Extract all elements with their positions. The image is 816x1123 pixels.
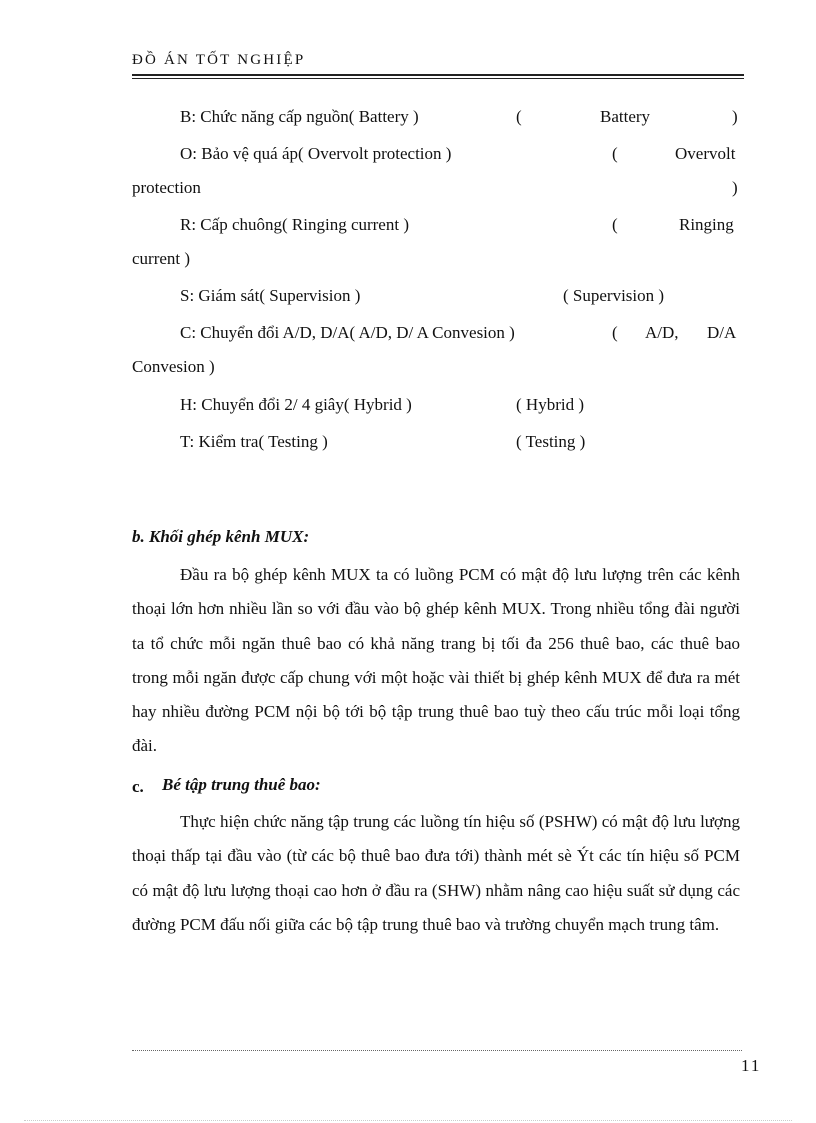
func-r-open: ( — [612, 215, 618, 234]
section-c-heading: Bé tập trung thuê bao: — [162, 775, 321, 794]
func-o-left: O: Bảo vệ quá áp( Overvolt protection ) — [180, 144, 452, 163]
func-o-close: ) — [732, 178, 738, 197]
func-r-cont: current ) — [132, 249, 191, 268]
func-h-left: H: Chuyển đổi 2/ 4 giây( Hybrid ) — [180, 395, 412, 414]
section-c-body: Thực hiện chức năng tập trung các luồng tín hiệu số (PSHW) có mật độ lưu lượng thoại thấp tại đầu vào (từ các bộ thuê bao đưa tới) thành mét sè Ýt các tín hiệu số PCM có mật độ lưu lượng thoại cao hơn ở đầu ra (SHW) nhằm nâng cao hiệu suất sử dụng các đường PCM đấu nối giữa các bộ tập trung thuê bao và trường chuyển mạch trung tâm. — [132, 812, 740, 934]
bottom-dotted-rule — [24, 1120, 792, 1121]
func-b-word: Battery — [600, 107, 651, 126]
func-c-da: D/A — [707, 323, 737, 342]
header-rule-thick — [132, 74, 744, 76]
func-h-right: ( Hybrid ) — [516, 395, 584, 414]
section-b-body: Đầu ra bộ ghép kênh MUX ta có luồng PCM có mật độ lưu lượng trên các kênh thoại lớn hơn nhiều lần so với đầu vào bộ ghép kênh MUX. Trong nhiều tổng đài người ta tổ chức mỗi ngăn thuê bao có khả năng trang bị tối đa 256 thuê bao, các thuê bao trong mỗi ngăn được cấp chung với một hoặc vài thiết bị ghép kênh MUX để đưa ra mét hay nhiều đường PCM nội bộ tới bộ tập trung thuê bao tuỳ theo cấu trúc mỗi loại tổng đài. — [132, 565, 740, 756]
func-t-right: ( Testing ) — [516, 432, 586, 451]
func-o-cont: protection — [132, 178, 201, 197]
func-c-ad: A/D, — [645, 323, 679, 342]
func-b-left: B: Chức năng cấp nguồn( Battery ) — [180, 107, 419, 126]
header-rule-thin — [132, 78, 744, 79]
func-c-open: ( — [612, 323, 618, 342]
func-b-close: ) — [732, 107, 738, 126]
func-o-word: Overvolt — [675, 144, 736, 163]
func-s-left: S: Giám sát( Supervision ) — [180, 286, 361, 305]
func-b-open: ( — [516, 107, 522, 126]
func-r-left: R: Cấp chuông( Ringing current ) — [180, 215, 409, 234]
func-t-left: T: Kiểm tra( Testing ) — [180, 432, 328, 451]
page-number: 11 — [741, 1056, 762, 1075]
func-o-open: ( — [612, 144, 618, 163]
section-b-heading: b. Khối ghép kênh MUX: — [132, 527, 310, 546]
footer-dotted-rule — [132, 1050, 742, 1051]
func-s-right: ( Supervision ) — [563, 286, 665, 305]
func-c-cont: Convesion ) — [132, 357, 215, 376]
func-c-left: C: Chuyển đổi A/D, D/A( A/D, D/ A Convesion ) — [180, 323, 515, 342]
header-title: ĐỒ ÁN TỐT NGHIỆP — [132, 52, 306, 68]
section-c-letter: c. — [132, 777, 144, 796]
func-r-word: Ringing — [679, 215, 734, 234]
